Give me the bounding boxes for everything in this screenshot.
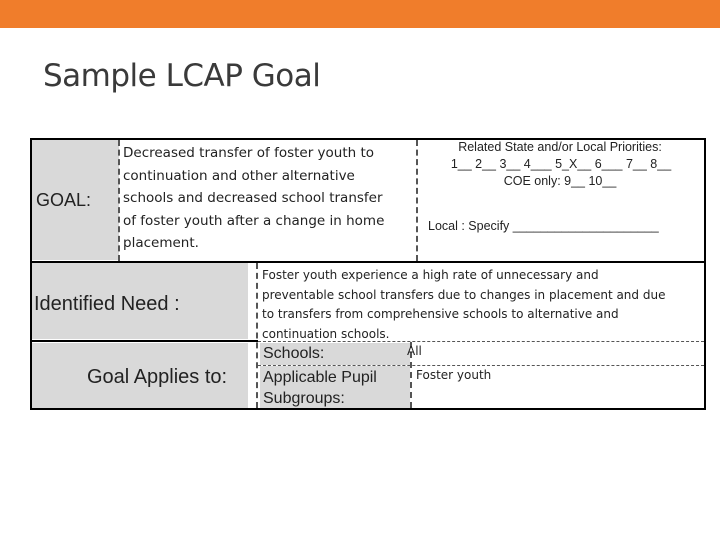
need-text — [262, 266, 704, 345]
border-left — [30, 138, 32, 410]
subgroups-label-line: Applicable Pupil — [263, 369, 377, 386]
top-accent-bar — [0, 0, 720, 28]
need-label: Identified Need : — [34, 293, 180, 315]
priorities-state-line: 1__ 2__ 3__ 4___ 5_X__ 6___ 7__ 8__ — [450, 157, 672, 171]
need-text-line: to transfers from comprehensive schools to alternative and — [262, 307, 619, 322]
need-applies-divider-left — [30, 340, 258, 342]
schools-subgroups-divider — [258, 365, 704, 366]
goal-label: GOAL: — [36, 190, 92, 210]
goal-text-line: placement. — [123, 235, 199, 251]
goal-text — [123, 142, 413, 255]
need-text-line: preventable school transfers due to changes in placement and due — [262, 287, 666, 302]
goal-text-line: continuation and other alternative — [123, 167, 355, 184]
subgroups-label-line: Subgroups: — [263, 390, 345, 407]
row1-divider — [30, 261, 706, 263]
subgroups-value: Foster youth — [416, 368, 492, 382]
priorities-coe-line: COE only: 9__ 10__ — [503, 174, 617, 188]
goal-text-line: schools and decreased school transfer — [123, 190, 383, 206]
schools-value: All — [407, 344, 422, 358]
need-text-line: continuation schools. — [262, 327, 390, 342]
priorities-local-label: Local : Specify _____________________ — [428, 219, 659, 233]
priorities-heading: Related State and/or Local Priorities: — [458, 140, 662, 154]
goal-label-divider — [118, 140, 120, 261]
lcap-goal-table — [30, 138, 706, 410]
goal-text-line: of foster youth after a change in home — [123, 212, 385, 229]
slide-title: Sample LCAP Goal — [43, 58, 321, 94]
schools-label: Schools: — [263, 345, 325, 362]
border-right — [704, 138, 706, 410]
applies-label: Goal Applies to: — [87, 366, 228, 388]
goal-text-line: Decreased transfer of foster youth to — [123, 145, 375, 161]
need-text-line: Foster youth experience a high rate of unnecessary and — [262, 268, 599, 282]
subgroups-label — [263, 367, 377, 409]
left-right-divider — [256, 263, 258, 408]
